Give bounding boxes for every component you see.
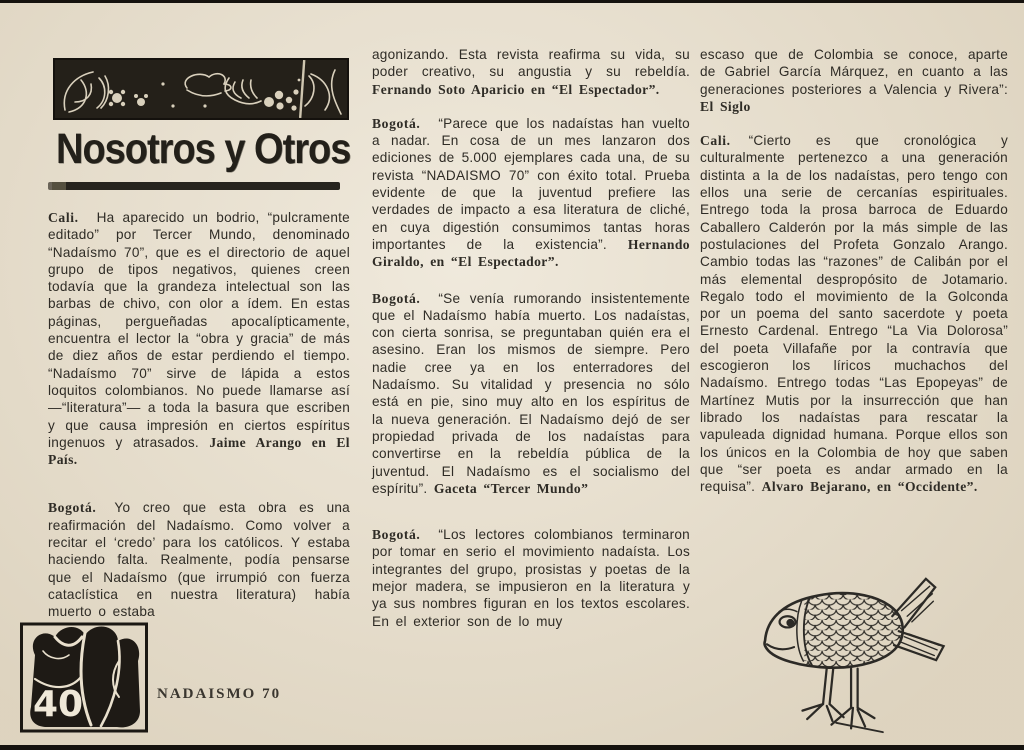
paragraph-text: “Cierto es que cronológica y culturalmente pertenezco a una generación distinta a la de los nadaístas, pero tengo con ellos una serie de cercanías espirituales. Entrego toda la prosa barroca de Eduardo Caballero Calderón por la más simple de las postulaciones del Profeta Gonzalo Arango. Cambio todas las “razones” de Calibán por el más elemental despropósito de Jotamario. Regalo todo el movimiento de la Golconda por un poema del santo sacerdote y poeta Ernesto Cardenal. Entrego “La Via Dolorosa” del poeta Villafañe por la contravía que escogieron los líricos muchachos del Nadaísmo. Entrego todas “Las Epopeyas” de Martínez Mutis por la insurrección que han librado los nadaístas para rescatar la vapuleada dignidad humana. Porque ellos son los únicos en la Colombia de hoy que saben que “ser poeta es andar armado en la requisa”. [700,133,1008,495]
header-ornament-engraving [53,58,349,120]
paragraph-text: “Los lectores colombianos terminaron por tomar en serio el movimiento nadaísta. Los integrantes del grupo, prosistas y poetas de la mejor madera, se impusieron en la literatura y ya sus nombres figuran en los textos escolares. En el exterior son de lo muy [372,527,690,629]
walking-fish-illustration [752,558,967,738]
dateline: Bogotá. [372,115,421,131]
column-right [700,46,1008,495]
attribution: Alvaro Bejarano, en “Occidente”. [761,479,978,495]
article-paragraph [700,132,1008,495]
page-number-logo [19,621,150,735]
attribution: El Siglo [700,98,751,114]
article-paragraph [372,290,690,498]
dateline: Cali. [48,210,79,225]
paragraph-text: Ha aparecido un bodrio, “pulcramente editado” por Tercer Mundo, denominado “Nadaísmo 70”, que es el directorio de aquel grupo de tipos negativos, quienes creen todavía que la grandeza intelectual son las barbas de chivo, con olor a ídem. En estas páginas, pergueñadas apocalípticamente, encuentra el lector la “obra y gracia” de más de diez años de estar perdiendo el tiempo. “Nadaísmo 70” sirve de lápida a estos loquitos colombianos. No puede llamarse así —“literatura”— a toda la basura que escriben y que causa impresión en ciertos espíritus ingenuos y atrasados. [48,210,350,450]
title-underline-rule [48,182,340,190]
dateline: Bogotá. [372,290,421,306]
column-left [48,58,350,621]
dateline: Bogotá. [372,527,421,543]
paragraph-text: “Parece que los nadaístas han vuelto a nadar. En cosa de un mes lanzaron dos ediciones de 5.000 ejemplares cada una, de su revista “NADAISMO 70” con éxito total. Prueba evidente de que la juventud prefiere las verdades de impacto a esa literatura de cliché, en cuya digestión consumimos tantas horas importantes de la existencia”. [372,115,690,252]
dateline: Cali. [700,133,731,149]
column-middle [372,46,690,630]
article-paragraph [372,115,690,271]
scan-border-bottom [0,745,1024,750]
page-title: Nosotros y Otros [56,126,351,174]
article-paragraph [48,209,350,468]
paragraph-text: agonizando. Esta revista reafirma su vida, su poder creativo, su angustia y su rebeldía. [372,47,690,80]
attribution: Gaceta “Tercer Mundo” [433,480,589,496]
attribution: Jaime Arango en El País. [48,434,350,468]
article-paragraph [372,526,690,630]
paragraph-text: escaso que de Colombia se conoce, aparte de Gabriel García Márquez, en cuanto a las generaciones posteriores a Valencia y Rivera”: [700,47,1008,97]
paragraph-text: Yo creo que esta obra es una reafirmación del Nadaísmo. Como volver a recitar el ‘credo’ para los católicos. Y estaba haciendo falta. Realmente, podía pensarse que el Nadaísmo (que irrumpió con fuerza cataclística en nuestra literatura) había muerto o estaba [48,500,350,620]
attribution: Hernando Giraldo, en “El Espectador”. [372,236,691,270]
article-paragraph [700,46,1008,115]
article-paragraph [372,46,690,98]
scan-border-top [0,0,1024,3]
page-number: 40 [33,684,84,725]
magazine-name: NADAISMO 70 [157,686,282,702]
attribution: Fernando Soto Aparicio en “El Espectador”. [372,81,660,97]
dateline: Bogotá. [48,500,97,516]
paragraph-text: “Se venía rumorando insistentemente que el Nadaísmo había muerto. Los nadaístas, con cierta sonrisa, se preguntaban quién era el asesino. Eran los mismos de siempre. Pero nadie cree ya en los enterradores del Nadaísmo. Su vitalidad y presencia no sólo está en pie, sino muy alto en los espíritus de la nueva generación. El Nadaísmo dejó de ser propiedad privada de los nadaístas para convertirse en la rebeldía pública de la juventud. El Nadaísmo es el socialismo del espíritu”. [372,290,690,496]
article-paragraph [48,499,350,620]
